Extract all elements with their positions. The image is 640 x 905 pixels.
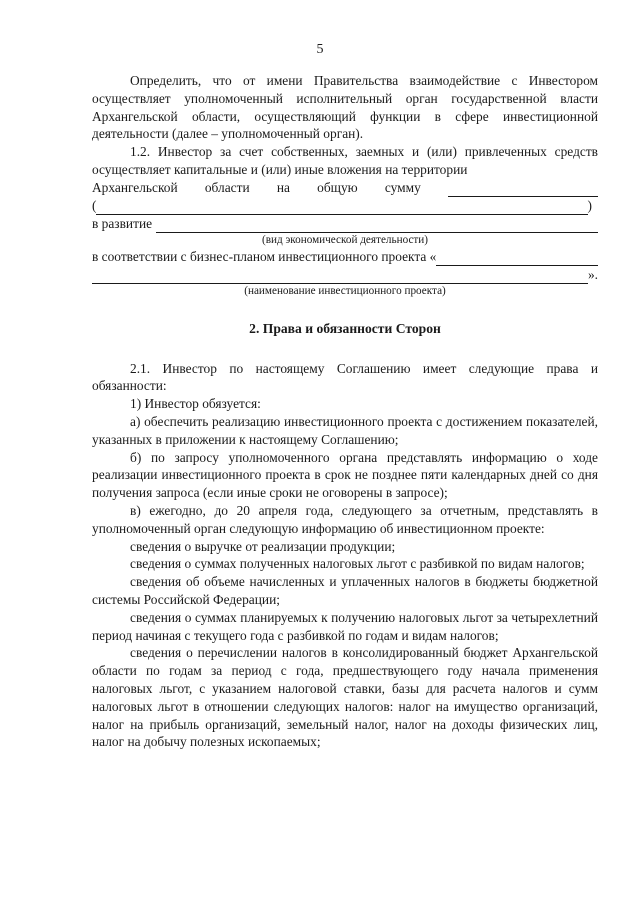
section-2-paragraph: 2.1. Инвестор по настоящему Соглашению имеет следующие права и обязанности: [92,360,598,394]
section-2-paragraph: 1) Инвестор обязуется: [130,396,261,412]
section-2-paragraph: сведения о суммах планируемых к получению налоговых льгот за четырехлетний период начиная с текущего года с разбивкой по годам и видам налогов; [92,609,598,643]
section-2-paragraph: сведения о суммах полученных налоговых льгот с разбивкой по видам налогов; [130,556,585,572]
sum-word-3: на [276,179,290,195]
section-2-paragraph: сведения об объеме начисленных и уплаченных налогов в бюджеты бюджетной системы Российской Федерации; [92,574,598,607]
section-2-paragraph: б) по запросу уполномоченного органа представлять информацию о ходе реализации инвестиционного проекта в срок не позднее пяти календарных дней со дня получения запроса (если иные сроки не оговорены в запросе); [92,449,598,501]
development-row [92,215,598,233]
section-2-paragraph: в) ежегодно, до 20 апреля года, следующего за отчетным, представлять в уполномоченный орган следующую информацию об инвестиционном проекте: [92,502,598,536]
section-2-paragraph: а) обеспечить реализацию инвестиционного проекта с достижением показателей, указанных в приложении к настоящему Соглашению; [92,413,598,447]
business-plan-label: в соответствии с бизнес-планом инвестиционного проекта « [92,248,437,264]
project-name-end: ». [587,266,598,282]
sum-word-4: общую [317,179,358,195]
paren-close: ) [587,197,592,213]
sum-word-1: Архангельской [92,179,178,195]
development-blank-line [156,219,598,233]
project-name-row [92,266,598,284]
section-2-paragraph: сведения о выручке от реализации продукции; [130,538,396,554]
paren-open: ( [92,197,97,213]
caption-activity: (вид экономической деятельности) [261,233,429,246]
business-plan-blank-line [436,252,598,266]
section-2-heading: 2. Права и обязанности Сторон [249,320,441,336]
intro-paragraph-2: 1.2. Инвестор за счет собственных, заемных и (или) привлеченных средств осуществляет капитальные и (или) иные вложения на территории [92,144,598,177]
section-2-paragraph: сведения о перечислении налогов в консолидированный бюджет Архангельской области по годам за период с года, предшествующего году начала применения налоговых льгот, с указанием налоговой ставки, базы для расчета налогов и сумм налоговых льгот в отношении следующих налогов: налог на имущество организаций, налог на прибыль организаций, земельный налог, налог на доходы физических лиц, налог на добычу полезных ископаемых; [92,645,598,750]
sum-word-5: сумму [384,179,421,195]
development-label: в развитие [92,215,153,231]
sum-word-2: области [204,179,250,195]
sum-words-blank-line [96,201,587,215]
business-plan-row [92,248,598,266]
document-body [92,72,598,751]
sum-words-row [92,197,598,215]
sum-row [92,179,598,197]
sum-blank-line [448,183,598,197]
caption-project: (наименование инвестиционного проекта) [244,284,446,297]
intro-paragraph-1: Определить, что от имени Правительства взаимодействие с Инвестором осуществляет уполномоченный исполнительный орган государственной власти Архангельской области, осуществляющий функции в сфере инвестиционной деятельности (далее – уполномоченный орган). [92,73,598,142]
project-name-blank-line [92,270,588,284]
page-number: 5 [316,42,324,57]
